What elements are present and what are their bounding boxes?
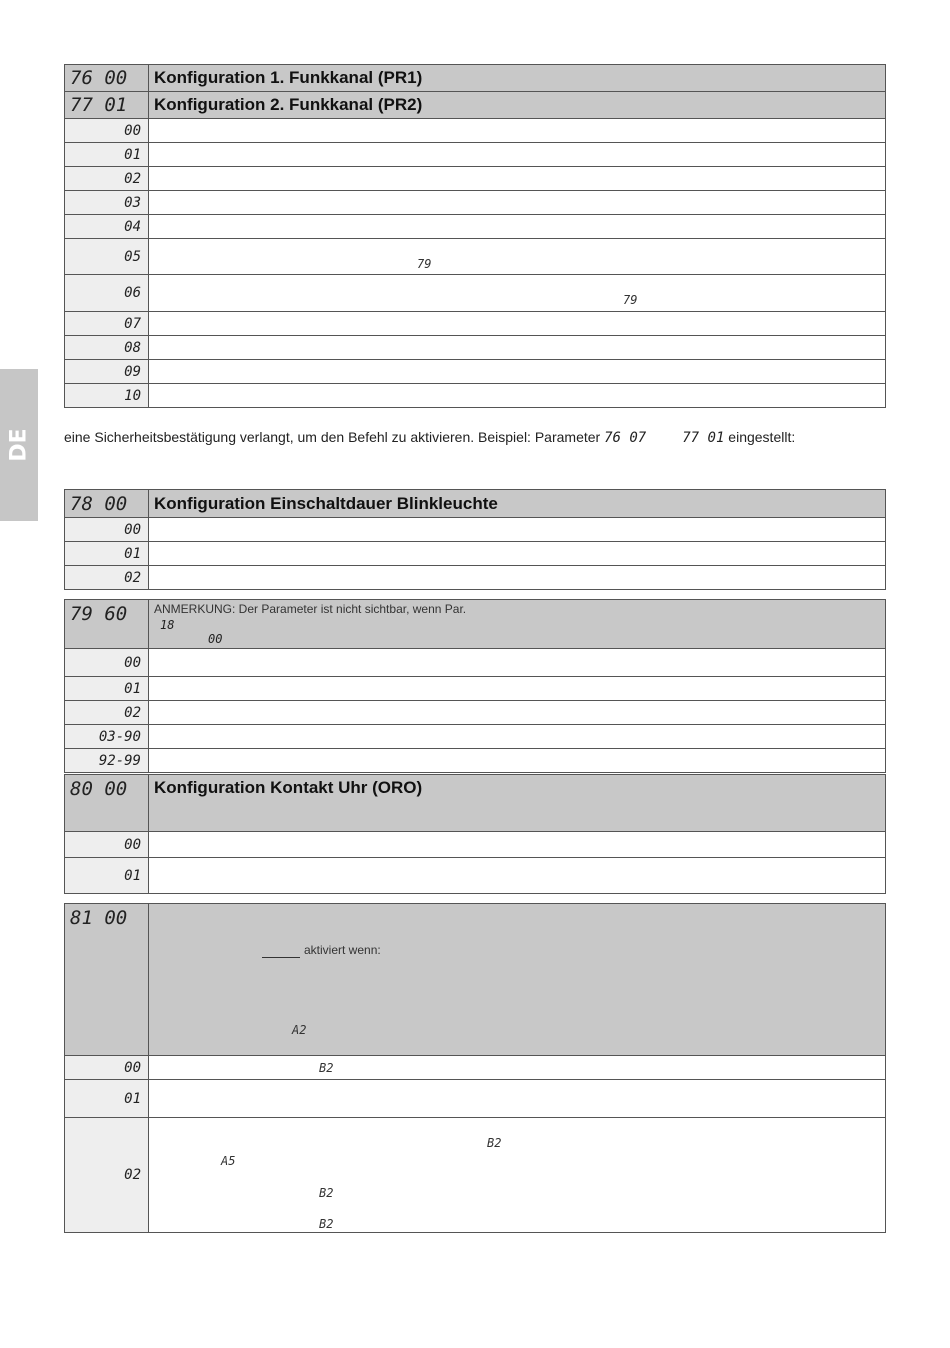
table-row: 01 bbox=[65, 858, 149, 894]
param-table-81 bbox=[64, 903, 886, 1233]
ref-code: A5 bbox=[221, 1154, 236, 1168]
table-row: 05 bbox=[65, 239, 149, 275]
param-table-79 bbox=[64, 599, 886, 773]
ref-code: 79 bbox=[417, 257, 432, 271]
table-row: 04 bbox=[65, 215, 149, 239]
param-title-80: Konfiguration Kontakt Uhr (ORO) bbox=[149, 775, 886, 832]
table-row: 03-90 bbox=[65, 725, 149, 749]
ref-code: B2 bbox=[319, 1186, 334, 1200]
param-code-76: 76 00 bbox=[65, 65, 149, 92]
param-table-radio-channels bbox=[64, 64, 886, 408]
ref-code: B2 bbox=[487, 1136, 502, 1150]
table-row: 02 bbox=[65, 167, 149, 191]
table-row: 01 bbox=[65, 542, 149, 566]
table-row: 10 bbox=[65, 384, 149, 408]
param-table-clock-contact bbox=[64, 774, 886, 894]
table-row: 92-99 bbox=[65, 749, 149, 773]
table-row: 00 bbox=[65, 832, 149, 858]
table-row: 08 bbox=[65, 336, 149, 360]
table-row: 03 bbox=[65, 191, 149, 215]
table-row: 02 bbox=[65, 1118, 149, 1233]
table-row: 07 bbox=[65, 312, 149, 336]
table-row: 01 bbox=[65, 143, 149, 167]
param-code-78: 78 00 bbox=[65, 490, 149, 518]
table-row: 00 bbox=[65, 518, 149, 542]
ref-code: A2 bbox=[292, 1023, 307, 1037]
param-title-77: Konfiguration 2. Funkkanal (PR2) bbox=[149, 92, 886, 119]
table-row: 00 bbox=[65, 119, 149, 143]
ref-code: B2 bbox=[319, 1217, 334, 1231]
param-title-78: Konfiguration Einschaltdauer Blinkleuchte bbox=[149, 490, 886, 518]
param-note-79: ANMERKUNG: Der Parameter ist nicht sichtbar, wenn Par. 18 00 bbox=[149, 600, 886, 649]
language-tab bbox=[0, 369, 38, 521]
table-row: 00 bbox=[65, 1056, 149, 1080]
table-row: 02 bbox=[65, 566, 149, 590]
param-desc-81: aktiviert wenn: A2 bbox=[149, 904, 886, 1056]
table-row: 01 bbox=[65, 677, 149, 701]
language-tab-label: DE bbox=[6, 428, 32, 462]
table-row: 00 bbox=[65, 649, 149, 677]
param-code-79: 79 60 bbox=[65, 600, 149, 649]
table-row: 06 bbox=[65, 275, 149, 312]
ref-code: 79 bbox=[623, 293, 638, 307]
table-row: 09 bbox=[65, 360, 149, 384]
param-code-80: 80 00 bbox=[65, 775, 149, 832]
table-row: 02 bbox=[65, 701, 149, 725]
example-paragraph: eine Sicherheitsbestätigung verlangt, um den Befehl zu aktivieren. Beispiel: Parameter 76 07 77 01 eingestellt: bbox=[64, 429, 796, 446]
param-code-77: 77 01 bbox=[65, 92, 149, 119]
ref-code: B2 bbox=[319, 1061, 334, 1075]
param-title-76: Konfiguration 1. Funkkanal (PR1) bbox=[149, 65, 886, 92]
param-code-81: 81 00 bbox=[65, 904, 149, 1056]
table-row: 01 bbox=[65, 1080, 149, 1118]
param-table-flash-duration bbox=[64, 489, 886, 590]
